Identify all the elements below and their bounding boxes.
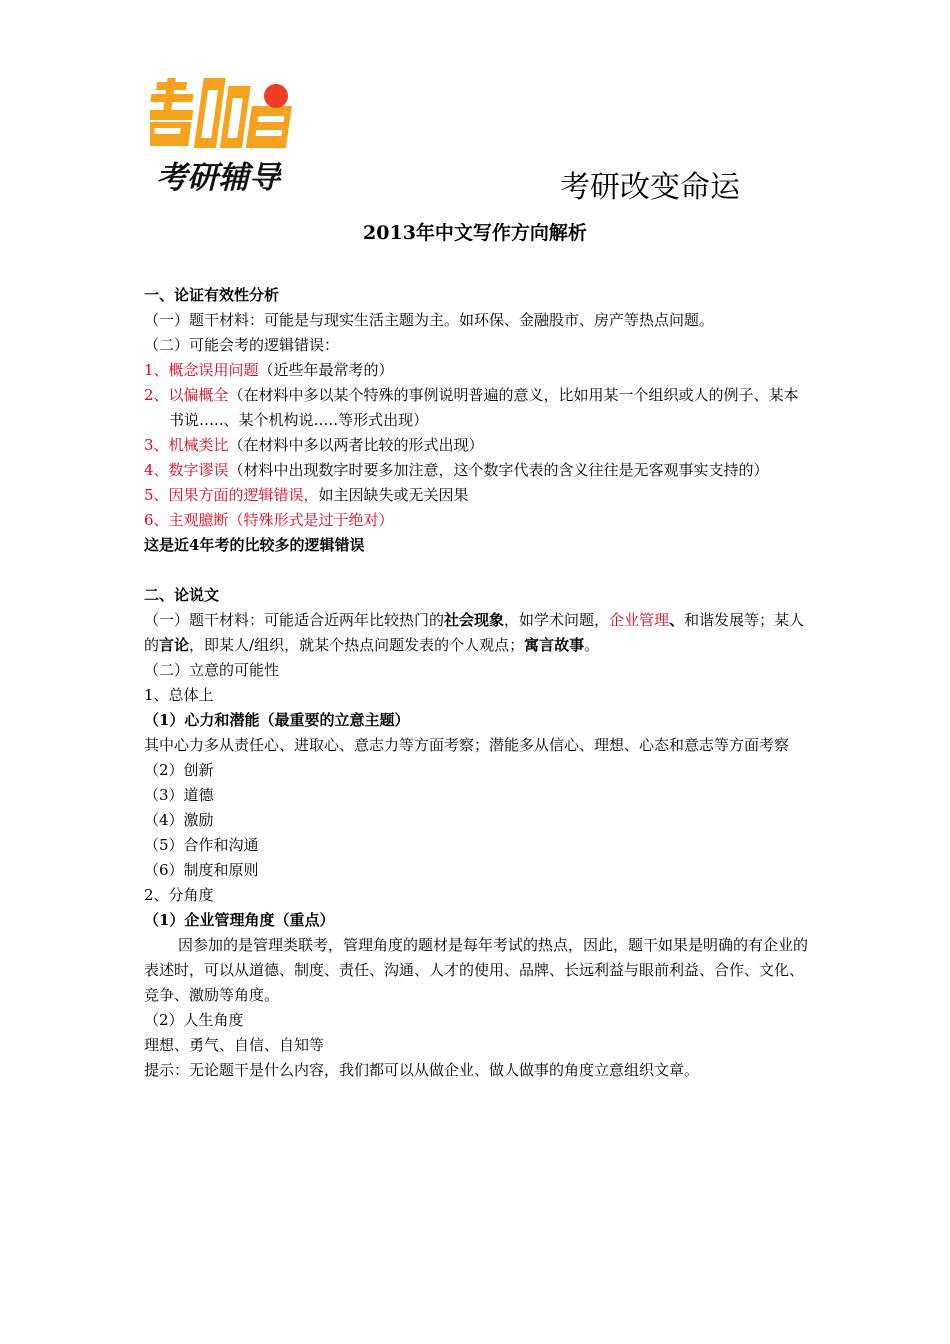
angle2-text: 理想、勇气、自信、自知等: [144, 1036, 325, 1054]
section1-summary: 这是近4年考的比较多的逻辑错误: [144, 536, 365, 554]
section1-heading: 一、论证有效性分析: [144, 286, 280, 304]
tip-text: 提示：无论题干是什么内容，我们都可以从做企业、做人做事的角度立意组织文章。: [144, 1061, 700, 1079]
section2-overall: 1、总体上: [144, 686, 214, 704]
angle1-heading: （1）企业管理角度（重点）: [144, 911, 335, 929]
list-item: 1、概念误用问题（近些年最常考的）: [144, 361, 394, 379]
list-item: （3）道德: [144, 786, 214, 804]
section1-p2: （二）可能会考的逻辑错误：: [144, 336, 340, 354]
list-item: 6、主观臆断（特殊形式是过于绝对）: [144, 511, 394, 529]
document-title: 2013年中文写作方向解析: [363, 222, 587, 244]
list-item: 5、因果方面的逻辑错误，如主因缺失或无关因果: [144, 486, 469, 504]
list-item: 4、数字谬误（材料中出现数字时要多加注意，这个数字代表的含义往往是无客观事实支持的）: [144, 461, 769, 479]
section2-p1: （一）题干材料：可能适合近两年比较热门的社会现象，如学术问题，企业管理、和谐发展等；某人的言论，即某人/组织，就某个热点问题发表的个人观点；寓言故事。: [144, 611, 805, 654]
angle2-heading: （2）人生角度: [144, 1011, 244, 1029]
sub1-text: 其中心力多从责任心、进取心、意志力等方面考察；潜能多从信心、理想、心态和意志等方面考察: [144, 736, 790, 754]
list-item: （6）制度和原则: [144, 861, 259, 879]
motto: 考研改变命运: [560, 170, 740, 205]
section2-angle: 2、分角度: [144, 886, 214, 904]
section1-p1: （一）题干材料：可能是与现实生活主题为主。如环保、金融股市、房产等热点问题。: [144, 311, 715, 329]
sub1-heading: （1）心力和潜能（最重要的立意主题）: [144, 711, 410, 729]
section2-heading: 二、论说文: [144, 586, 220, 604]
list-item: （2）创新: [144, 761, 214, 779]
list-item: （4）激励: [144, 811, 214, 829]
angle1-text: 因参加的是管理类联考，管理角度的题材是每年考试的热点，因此，题干如果是明确的有企业的表述时，可以从道德、制度、责任、沟通、人才的使用、品牌、长远利益与眼前利益、合作、文化、竞争、激励等角度。: [144, 936, 809, 1004]
brand-logo: [150, 76, 302, 200]
list-item: （5）合作和沟通: [144, 836, 259, 854]
document-body: [144, 283, 808, 1083]
list-item: 2、以偏概全（在材料中多以某个特殊的事例说明普遍的意义，比如用某一个组织或人的例子、某本书说…..、某个机构说…..等形式出现）: [144, 386, 799, 429]
section2-p2: （二）立意的可能性: [144, 661, 280, 679]
list-item: 3、机械类比（在材料中多以两者比较的形式出现）: [144, 436, 484, 454]
logo-text: 考研辅导: [156, 160, 280, 196]
